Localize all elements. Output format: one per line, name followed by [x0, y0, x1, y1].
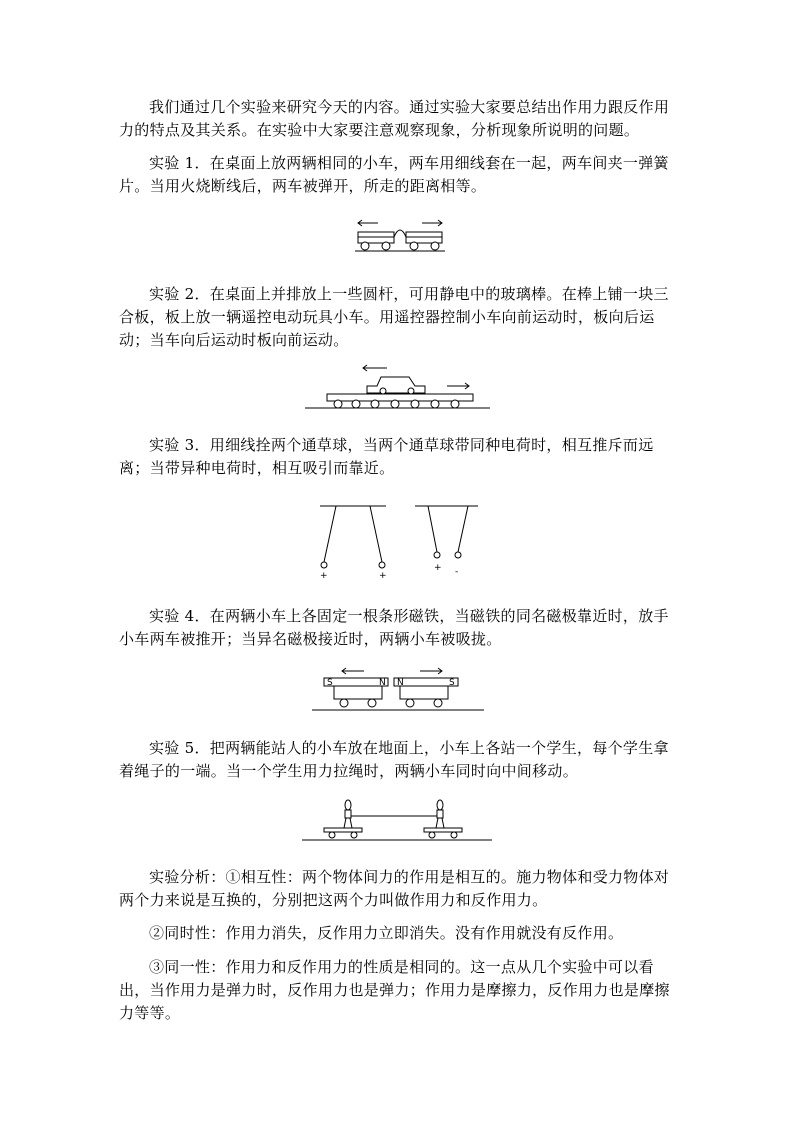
analysis-3-text: ③同一性：作用力和反作用力的性质是相同的。这一点从几个实验中可以看出，当作用力是弹力时，反作用力也是弹力；作用力是摩擦力，反作用力也是摩擦力等等。 [119, 958, 670, 1022]
figure-3-pith-balls [318, 498, 483, 583]
experiment-1-text: 实验 1．在桌面上放两辆相同的小车，两车用细线套在一起，两车间夹一弹簧片。当用火烧断线后，两车被弹开，所走的距离相等。 [119, 154, 669, 195]
magnet-a-right-pole: N [379, 678, 386, 688]
charge-label-left-1: + [320, 571, 328, 581]
figure-2-car-on-board [305, 362, 490, 414]
experiment-4-text: 实验 4．在两辆小车上各固定一根条形磁铁，当磁铁的同名磁极靠近时，放手小车两车被推开；当异名磁极接近时，两辆小车被吸拢。 [119, 607, 669, 648]
analysis-2-text: ②同时性：作用力消失，反作用力立即消失。没有作用就没有反作用。 [149, 924, 624, 942]
intro-paragraph: 我们通过几个实验来研究今天的内容。通过实验大家要总结出作用力跟反作用力的特点及其关系。在实验中大家要注意观察现象，分析现象所说明的问题。 [119, 98, 670, 139]
charge-label-right-1: + [434, 563, 442, 573]
charge-label-right-2: - [455, 567, 459, 577]
magnet-a-left-pole: S [327, 678, 333, 688]
charge-label-left-2: + [379, 571, 387, 581]
figure-1-carts-spring [350, 215, 450, 255]
magnet-b-right-pole: S [449, 678, 455, 688]
experiment-3-text: 实验 3．用细线拴两个通草球，当两个通草球带同种电荷时，相互推斥而远离；当带异种电荷时，相互吸引而靠近。 [119, 436, 654, 477]
figure-5-students-rope [302, 796, 492, 844]
magnet-b-left-pole: N [397, 678, 404, 688]
experiment-5-text: 实验 5．把两辆能站人的小车放在地面上，小车上各站一个学生，每个学生拿着绳子的一端。当一个学生用力拉绳时，两辆小车同时向中间移动。 [119, 739, 669, 780]
figure-4-magnet-carts [312, 666, 484, 714]
analysis-1-text: 实验分析：①相互性：两个物体间力的作用是相互的。施力物体和受力物体对两个力来说是互换的，分别把这两个力叫做作用力和反作用力。 [119, 868, 670, 909]
experiment-2-text: 实验 2．在桌面上并排放上一些圆杆，可用静电中的玻璃棒。在棒上铺一块三合板，板上放一辆遥控电动玩具小车。用遥控器控制小车向前运动时，板向后运动；当车向后运动时板向前运动。 [119, 285, 669, 349]
